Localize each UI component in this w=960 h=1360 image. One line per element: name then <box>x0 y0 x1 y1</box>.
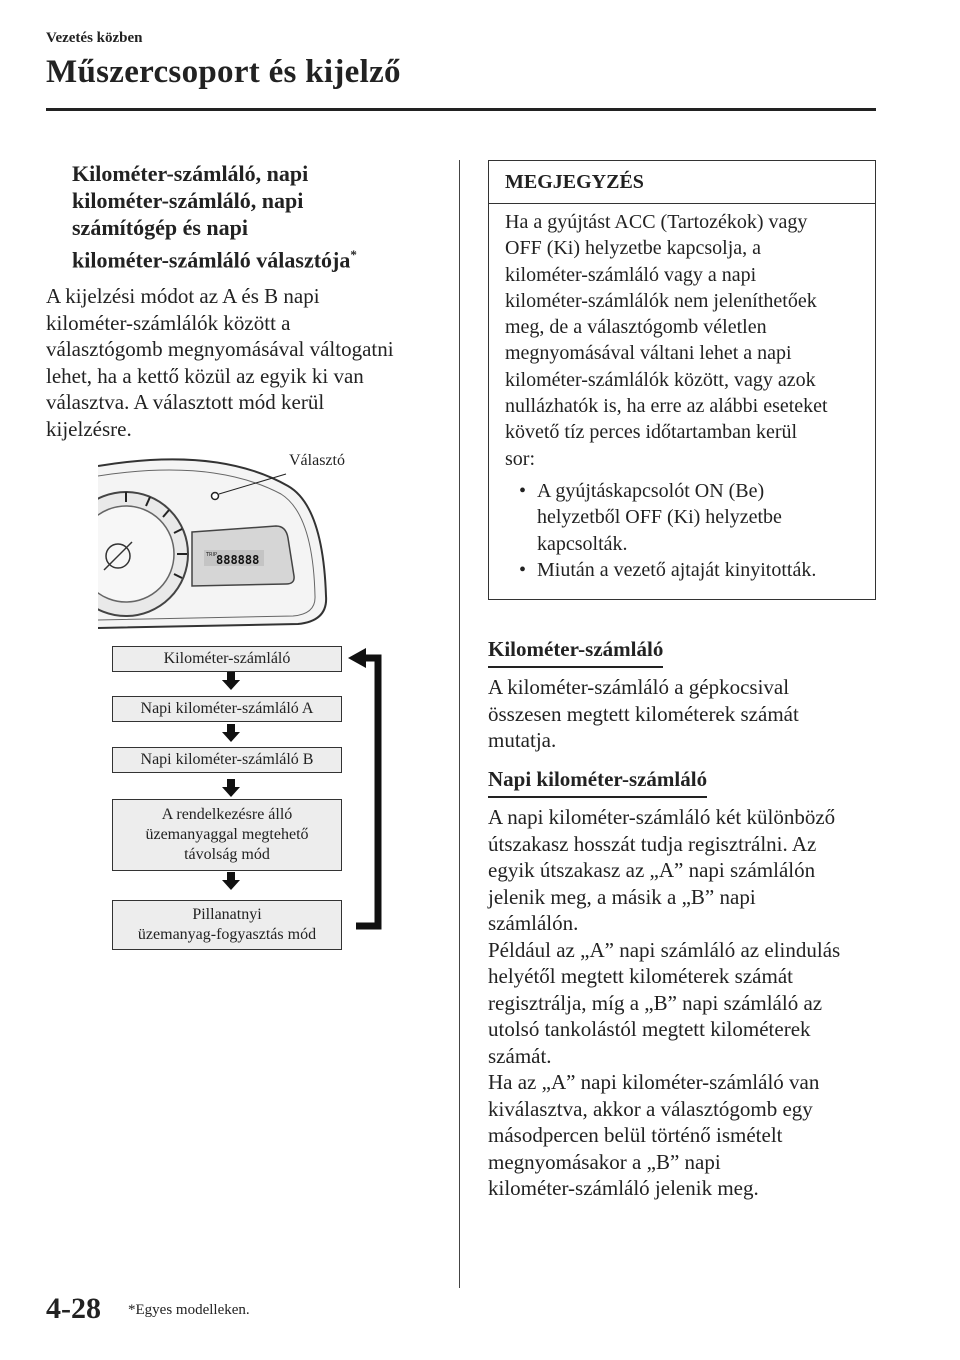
heading-line: Kilométer-számláló, napi <box>72 161 309 186</box>
note-bullet-cont: kapcsolták. <box>537 532 628 555</box>
body-line: regisztrálja, míg a „B” napi számláló az <box>488 990 823 1015</box>
body-line: Ha az „A” napi kilométer-számláló van <box>488 1070 820 1094</box>
body-line: jelenik meg, a másik a „B” napi <box>488 884 756 909</box>
body-line: utolsó tankolástól megtett kilométerek <box>488 1017 811 1041</box>
flow-step-text: üzemanyaggal megtehető <box>145 826 309 843</box>
note-title: MEGJEGYZÉS <box>489 161 875 204</box>
odometer-display: 888888 <box>216 553 260 567</box>
bullet-dot: • <box>519 479 527 502</box>
body-line: útszakasz hosszát tudja regisztrálni. Az <box>488 831 817 856</box>
note-line: megnyomásával váltani lehet a napi <box>505 342 792 365</box>
trip-description <box>488 804 878 1202</box>
body-line: másodpercen belül történő ismételt <box>488 1123 783 1147</box>
body-line: mutatja. <box>488 728 557 752</box>
flow-step-fuel-economy <box>112 900 342 950</box>
note-body <box>505 209 867 583</box>
heading-line <box>72 241 442 273</box>
note-bullet-cont: helyzetből OFF (Ki) helyzetbe <box>537 506 782 529</box>
flow-step-trip-a <box>112 696 342 722</box>
heading-line: számítógép és napi <box>72 215 248 240</box>
selector-button <box>212 493 219 500</box>
bullet-text: A gyújtáskapcsolót ON (Be) <box>537 479 765 502</box>
note-line: Ha a gyújtást ACC (Tartozékok) vagy <box>505 211 808 233</box>
note-line: OFF (Ki) helyzetbe kapcsolja, a <box>505 237 762 260</box>
odometer-heading: Kilométer-számláló <box>488 637 663 668</box>
note-line: meg, de a választógomb véletlen <box>505 316 767 339</box>
flow-step-trip-b <box>112 747 342 773</box>
header-divider <box>46 108 876 111</box>
body-line: A napi kilométer-számláló két különböző <box>488 805 836 829</box>
footnote-star: * <box>350 247 357 262</box>
note-bullet <box>505 557 867 583</box>
column-divider <box>459 160 460 1288</box>
trip-indicator: TRIP <box>206 552 218 558</box>
selector-heading <box>72 160 442 273</box>
flow-step-text: Kilométer-számláló <box>163 650 291 667</box>
flow-step-range <box>112 799 342 871</box>
flow-step-text: A rendelkezésre álló <box>161 806 293 823</box>
body-line: számát. <box>488 1043 552 1068</box>
body-line: választógomb megnyomásával váltogatni <box>46 337 394 361</box>
body-line: kiválasztva, akkor a választógomb egy <box>488 1096 813 1121</box>
trip-heading: Napi kilométer-számláló <box>488 767 707 798</box>
body-line: egyik útszakasz az „A” napi számlálón <box>488 858 816 882</box>
page-title: Műszercsoport és kijelző <box>46 54 401 90</box>
note-line: kilométer-számlálók nem jeleníthetőek <box>505 289 817 312</box>
note-line: kilométer-számlálók között, vagy azok <box>505 368 816 391</box>
flow-step-text: Napi kilométer-számláló B <box>140 751 314 768</box>
flow-step-text: Pillanatnyi <box>192 906 262 923</box>
heading-line: kilométer-számláló, napi <box>72 188 304 213</box>
body-line: számlálón. <box>488 911 579 935</box>
bullet-dot: • <box>519 558 527 581</box>
selector-description <box>46 283 446 442</box>
note-line: kilométer-számláló vagy a napi <box>505 263 757 286</box>
body-line: A kilométer-számláló a gépkocsival <box>488 675 790 699</box>
body-line: kilométer-számláló jelenik meg. <box>488 1176 759 1200</box>
body-line: Például az „A” napi számláló az elindulás <box>488 937 841 962</box>
bullet-text: Miután a vezető ajtaját kinyitották. <box>537 558 817 581</box>
note-line: nullázhatók is, ha erre az alábbi eseteket <box>505 395 828 418</box>
odometer-description <box>488 674 878 754</box>
note-line: sor: <box>505 447 535 470</box>
footnote: *Egyes modelleken. <box>128 1302 250 1318</box>
body-line: kilométer-számlálók között a <box>46 310 291 335</box>
body-line: kijelzésre. <box>46 416 132 441</box>
flow-step-odometer <box>112 646 342 672</box>
body-line: összesen megtett kilométerek számát <box>488 701 799 726</box>
flow-step-text: üzemanyag-fogyasztás mód <box>137 926 317 943</box>
body-line: megnyomásakor a „B” napi <box>488 1149 721 1174</box>
flow-step-text: Napi kilométer-számláló A <box>140 700 314 717</box>
body-line: helyétől megtett kilométerek számát <box>488 964 793 988</box>
section-label: Vezetés közben <box>46 30 143 46</box>
heading-line-text: kilométer-számláló választója <box>72 247 351 273</box>
note-box <box>488 160 876 600</box>
body-line: választva. A választott mód kerül <box>46 390 325 414</box>
note-bullet <box>505 478 867 504</box>
selector-label: Választó <box>289 452 345 469</box>
page-number: 4-28 <box>46 1292 101 1325</box>
body-line: lehet, ha a kettő közül az egyik ki van <box>46 363 364 388</box>
body-line: A kijelzési módot az A és B napi <box>46 284 320 308</box>
flow-step-text: távolság mód <box>184 846 270 863</box>
note-line: követő tíz perces időtartamban kerül <box>505 421 798 444</box>
